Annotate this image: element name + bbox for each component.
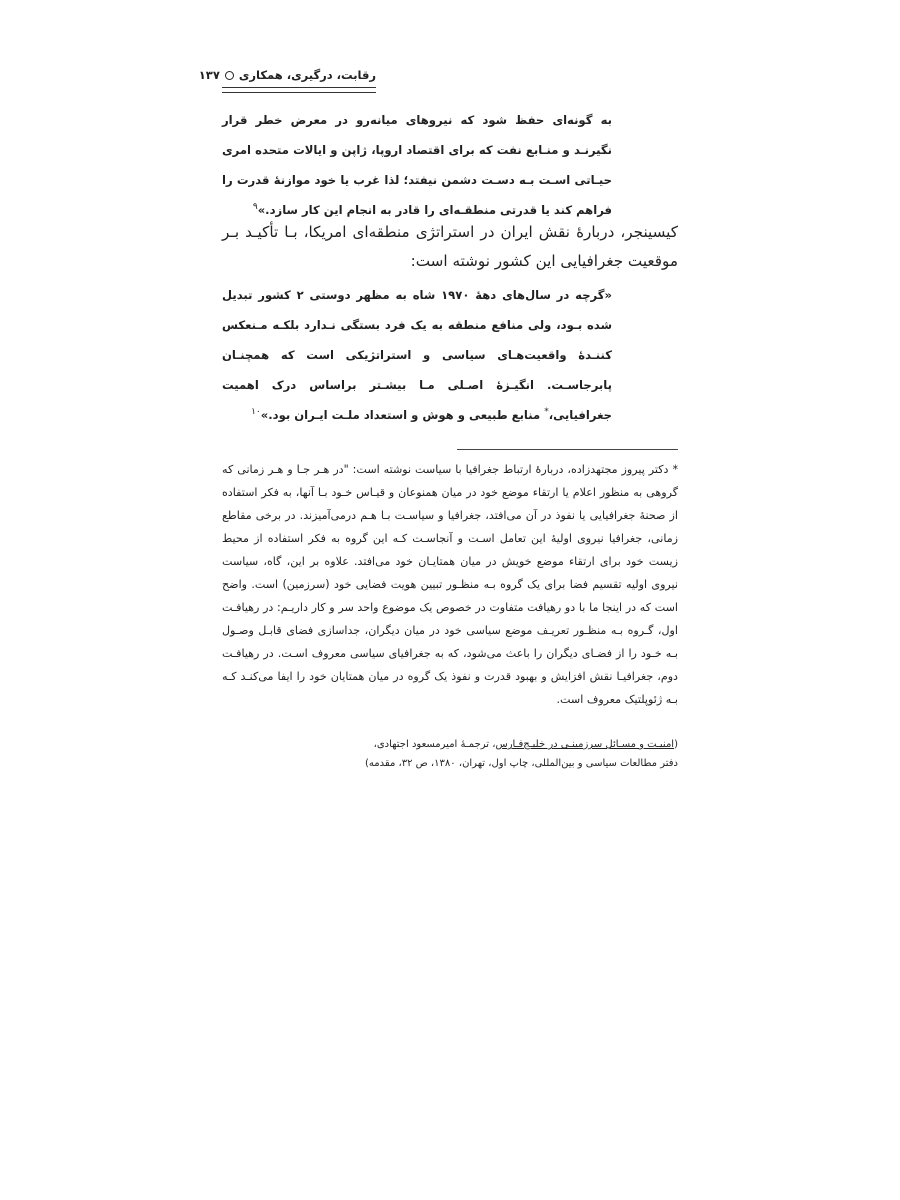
- running-header: [198, 68, 376, 82]
- quote-block-1: [222, 105, 612, 225]
- circle-separator-icon: [225, 71, 234, 80]
- citation-rest-line-1: ، ترجمـهٔ امیرمسعود اجتهادی،: [373, 739, 496, 750]
- quote-block-2: [222, 280, 612, 430]
- quote-2-text-before: «گرچه در سال‌های دههٔ ۱۹۷۰ شاه به مظهر دوستی ۲ کشور تبدیل شده بـود، ولی منافع منطقه به یک فرد بستگی نـدارد بلکـه مـنعکس کننـدهٔ واقعیت‌هـای سیاسی و استراتژیکی است که همچنـان پابرجاسـت. انگیـزهٔ اصـلی مـا بیشـتر براساس درک اهمیت جغرافیایی،: [222, 288, 612, 422]
- body-paragraph: [222, 218, 678, 276]
- page-number: ۱۳۷: [198, 68, 220, 82]
- chapter-title: رقابت، درگیری، همکاری: [238, 68, 376, 82]
- footnote-text: * دکتر پیروز مجتهدزاده، دربارهٔ ارتباط جغرافیا با سیاست نوشته است: "در هـر جـا و هـر زمانی که گروهی به منظور اعلام یا ارتقاء موضع خود در میان همنوعان و قیـاس خـود بـا آنها، به فکر استفاده از صحنهٔ جغرافیایی یا نفوذ در آن می‌افتد، جغرافیا و سیاسـت بـا هـم درمی‌آمیزند. در برخی مقاطع زمانی، جغرافیا نیروی اولیهٔ این تعامل اسـت و آنجاسـت کـه این گروه به فکر استفاده از محیط زیست خود برای ارتقاء موضع خویش در میان همتایـان خود می‌افتد. علاوه بر این، گاه، سیاست نیروی اولیه تقسیم فضا برای یک گروه بـه منظـور تبیین هویت فضایی خود (سرزمین) است. واضح است که در اینجا ما با دو رهیافت متفاوت در خصوص یک موضوع واحد سر و کار داریـم: در رهیافـت اول، گـروه بـه منظـور تعریـف موضع سیاسی خود در میان دیگران، جداسازی فضای قابـل وصـول بـه خـود را از فضـای دیگران را باعث می‌شود، که به جغرافیای سیاسی معروف اسـت. در رهیافـت دوم، جغرافیـا نقش افزایش و بهبود قدرت و نفوذ یک گروه در میان همتایان خود را ایفا می‌کنـد کـه بـه ژئوپلتیک معروف است.: [222, 463, 678, 706]
- citation-book-title: امنیـت و مسـائل سرزمینـی در خلیـج‌فـارس: [495, 739, 675, 750]
- body-paragraph-text: کیسینجر، دربارهٔ نقش ایران در استراتژی منطقه‌ای امریکا، بـا تأکیـد بـر موقعیت جغرافیایی این کشور نوشته است:: [222, 223, 678, 270]
- endnote-ref-9: ۹: [252, 202, 258, 213]
- citation-open: (: [674, 739, 678, 750]
- footnote-star-ref: *: [544, 407, 549, 418]
- header-double-rule: [222, 87, 376, 93]
- endnote-ref-10: ۱۰: [251, 407, 261, 418]
- citation-rest-line-2: دفتر مطالعات سیاسی و بین‌المللی، چاپ اول، تهران، ۱۳۸۰، ص ۳۲، مقدمه): [365, 757, 678, 769]
- footnote-separator: [457, 449, 678, 450]
- quote-2-text-after: منابع طبیعی و هوش و استعداد ملـت ایـران بود.»: [260, 408, 545, 422]
- footnote: [222, 458, 678, 711]
- citation: [222, 736, 678, 773]
- quote-1-text: به گونه‌ای حفظ شود که نیروهای میانه‌رو در معرض خطر قرار نگیرنـد و منـابع نفت که برای اقتصاد اروپا، ژاپن و ایالات متحده امری حیـاتی اسـت بـه دسـت دشمن نیفتد؛ لذا غرب یا خود موازنهٔ قدرت را فراهم کند یا قدرتی منطقـه‌ای را قادر به انجام این کار سازد.»: [222, 113, 612, 217]
